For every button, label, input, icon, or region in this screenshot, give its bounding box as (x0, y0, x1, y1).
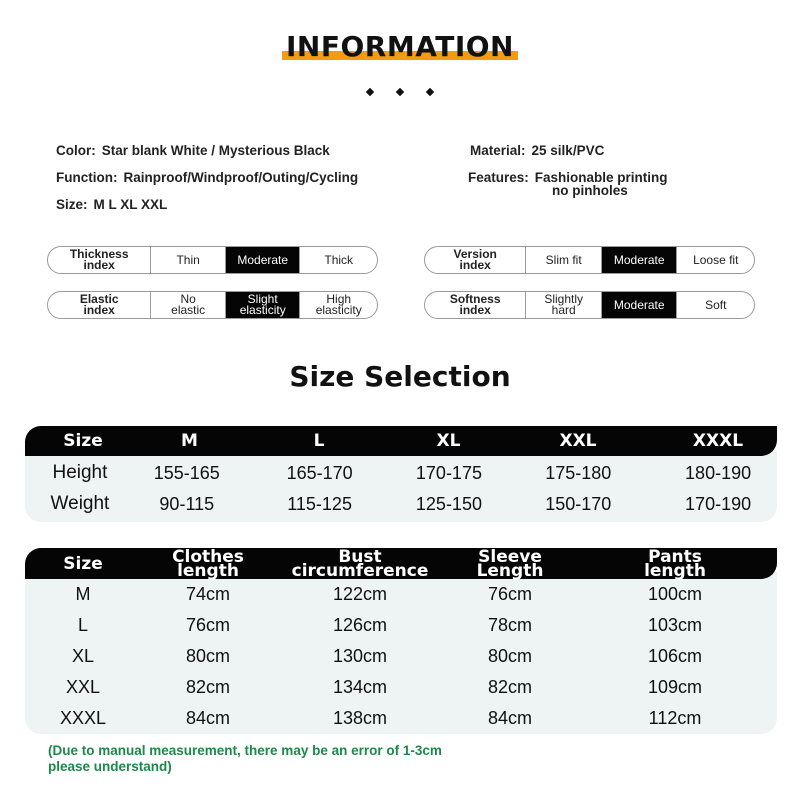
weight-xl: 125-150 (415, 493, 482, 514)
meas-header-size: Size (63, 553, 103, 574)
meas-header-sleeve: Sleeve Length (476, 546, 544, 581)
elastic-option-slight: Slight elasticity (225, 292, 300, 318)
table-row (25, 643, 777, 669)
title-block (0, 30, 800, 63)
info-function-value: Rainproof/Windproof/Outing/Cycling (123, 170, 359, 185)
height-row-label: Height (52, 462, 108, 483)
info-function (56, 171, 358, 185)
measurement-note (48, 743, 442, 775)
meas-cell-bust: 126cm (332, 614, 388, 635)
info-material-value: 25 silk/PVC (531, 143, 605, 158)
diamond-dot-icon (396, 88, 404, 96)
info-features-value-1: Fashionable printing (534, 170, 668, 185)
size-header-size: Size (63, 431, 103, 451)
meas-cell-pants: 106cm (647, 645, 703, 666)
meas-cell-clothes-length: 84cm (185, 707, 230, 728)
height-m: 155-165 (153, 462, 220, 483)
height-xl: 170-175 (415, 462, 482, 483)
info-size-value: M L XL XXL (93, 197, 168, 212)
softness-option-moderate: Moderate (601, 292, 677, 318)
elastic-option-high: High elasticity (299, 292, 377, 318)
meas-cell-size: XXL (65, 676, 101, 697)
thickness-option-thick: Thick (299, 247, 377, 273)
info-size (56, 198, 167, 212)
meas-cell-sleeve: 80cm (487, 645, 532, 666)
table-row (25, 491, 777, 517)
softness-index-pill (424, 291, 755, 319)
version-index-pill (424, 246, 755, 274)
info-material (470, 144, 604, 158)
table-row (25, 674, 777, 700)
table-row (25, 612, 777, 638)
version-option-slim: Slim fit (525, 247, 601, 273)
version-index-label: Version index (453, 247, 497, 272)
page-title-text: INFORMATION (286, 30, 514, 63)
softness-option-slightly-hard: Slightly hard (525, 292, 601, 318)
info-features-value-2: no pinholes (552, 183, 628, 198)
info-color (56, 144, 330, 158)
size-header-l: L (313, 431, 325, 451)
size-header-xxxl: XXXL (692, 431, 744, 451)
meas-cell-size: M (75, 583, 91, 604)
measurements-table-header (25, 548, 777, 579)
diamond-dot-icon (365, 88, 373, 96)
info-function-label: Function: (56, 170, 118, 185)
info-features-line2 (552, 184, 628, 198)
meas-cell-sleeve: 82cm (487, 676, 532, 697)
meas-cell-pants: 112cm (648, 707, 702, 728)
weight-row-label: Weight (50, 493, 110, 514)
meas-cell-size: L (77, 614, 88, 635)
meas-cell-size: XL (71, 645, 95, 666)
measurements-table (25, 548, 777, 734)
meas-cell-sleeve: 78cm (487, 614, 532, 635)
info-material-label: Material: (470, 143, 526, 158)
weight-xxl: 150-170 (545, 493, 612, 514)
info-color-label: Color: (56, 143, 96, 158)
softness-index-label: Softness index (449, 292, 501, 317)
meas-cell-bust: 122cm (332, 583, 388, 604)
meas-header-pants: Pants length (644, 546, 706, 581)
info-color-value: Star blank White / Mysterious Black (101, 143, 330, 158)
version-option-moderate: Moderate (601, 247, 677, 273)
elastic-option-no: No elastic (150, 292, 225, 318)
size-header-xl: XL (436, 431, 461, 451)
meas-cell-clothes-length: 82cm (185, 676, 230, 697)
table-row (25, 460, 777, 486)
note-line-2: please understand) (48, 759, 172, 774)
weight-l: 115-125 (287, 493, 352, 514)
version-option-loose: Loose fit (676, 247, 754, 273)
meas-cell-clothes-length: 76cm (185, 614, 230, 635)
thickness-option-thin: Thin (150, 247, 225, 273)
thickness-option-moderate: Moderate (225, 247, 300, 273)
note-line-1: (Due to manual measurement, there may be an error of 1-3cm (48, 743, 442, 758)
meas-cell-pants: 109cm (647, 676, 703, 697)
size-selection-table (25, 426, 777, 522)
thickness-index-label: Thickness index (69, 247, 129, 272)
elastic-index-label: Elastic index (79, 292, 119, 317)
meas-cell-bust: 130cm (332, 645, 388, 666)
softness-option-soft: Soft (676, 292, 754, 318)
meas-header-bust: Bust circumference (291, 546, 429, 581)
size-selection-title: Size Selection (289, 360, 511, 393)
meas-header-clothes-length: Clothes length (172, 546, 244, 581)
weight-xxxl: 170-190 (685, 493, 752, 514)
thickness-index-pill (47, 246, 378, 274)
info-features-label: Features: (468, 170, 529, 185)
height-l: 165-170 (286, 462, 353, 483)
height-xxl: 175-180 (545, 462, 612, 483)
size-header-xxl: XXL (559, 431, 597, 451)
meas-cell-pants: 103cm (647, 614, 703, 635)
table-row (25, 581, 777, 607)
table-row (25, 705, 777, 731)
info-size-label: Size: (56, 197, 88, 212)
size-table-header (25, 426, 777, 456)
meas-cell-pants: 100cm (647, 583, 703, 604)
height-xxxl: 180-190 (685, 462, 752, 483)
meas-cell-clothes-length: 80cm (185, 645, 230, 666)
diamond-dot-icon (426, 88, 434, 96)
meas-cell-clothes-length: 74cm (185, 583, 230, 604)
meas-cell-size: XXXL (59, 707, 107, 728)
meas-cell-bust: 134cm (332, 676, 388, 697)
meas-cell-sleeve: 84cm (487, 707, 532, 728)
meas-cell-bust: 138cm (332, 707, 388, 728)
meas-cell-sleeve: 76cm (487, 583, 532, 604)
weight-m: 90-115 (159, 493, 215, 514)
elastic-index-pill (47, 291, 378, 319)
decorative-dots (0, 82, 800, 100)
size-header-m: M (181, 431, 198, 451)
page-title (282, 30, 518, 63)
